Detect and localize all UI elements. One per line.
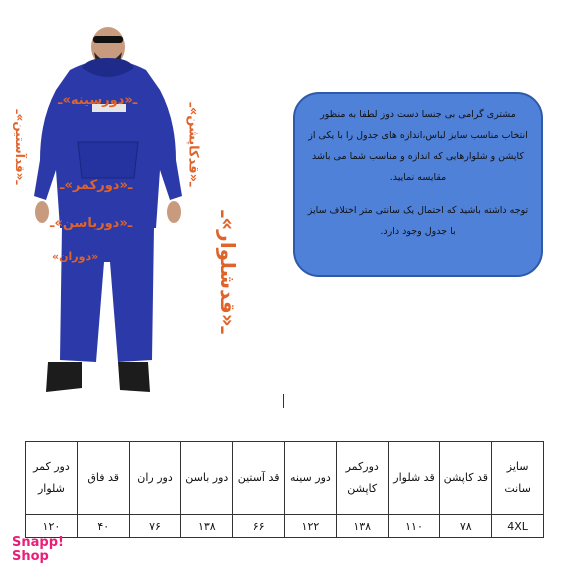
header-size: سایز سانت <box>492 442 544 515</box>
header-rise: قد فاق <box>77 442 129 515</box>
waist-annotation: ـ«دورکمر»ـ <box>60 178 133 193</box>
sunglasses <box>93 36 123 43</box>
logo-line-1: Snapp! <box>12 535 64 550</box>
cell-jacket-length: ۷۸ <box>440 515 492 538</box>
snapp-shop-logo <box>12 536 72 564</box>
right-shoe <box>118 362 150 392</box>
cell-pants-waist: ۱۲۰ <box>26 515 78 538</box>
notice-paragraph-1: مشتری گرامی بی جنسا دست دوز لطفا به منظور انتخاب مناسب سایز لباس،اندازه های جدول را با یکی از کاپشن و شلوارهایی که اندازه و مناسب شما می باشد مقایسه نمایید. <box>308 109 528 183</box>
notice-box <box>293 92 543 277</box>
left-shoe <box>46 362 82 392</box>
right-hand <box>167 201 181 223</box>
cell-jacket-waist: ۱۳۸ <box>336 515 388 538</box>
pants-length-annotation: ـ«قدشلوار»ـ <box>216 210 240 334</box>
chest-annotation: ـ«دورسینه»ـ <box>58 93 138 108</box>
header-thigh: دور ران <box>129 442 181 515</box>
size-table <box>25 441 544 538</box>
cell-chest: ۱۲۲ <box>285 515 337 538</box>
cell-pants-length: ۱۱۰ <box>388 515 440 538</box>
header-jacket-length: قد کاپشن <box>440 442 492 515</box>
table-row <box>26 515 544 538</box>
cell-hip: ۱۳۸ <box>181 515 233 538</box>
header-jacket-waist: دورکمر کاپشن <box>336 442 388 515</box>
cell-thigh: ۷۶ <box>129 515 181 538</box>
product-photo <box>0 0 300 410</box>
kangaroo-pocket <box>78 142 138 178</box>
header-pants-length: قد شلوار <box>388 442 440 515</box>
thigh-annotation: «دوران» <box>52 250 99 263</box>
header-chest: دور سینه <box>285 442 337 515</box>
jacket-length-annotation: ـ«قدکاپشن»ـ <box>185 102 201 187</box>
text-cursor <box>283 394 284 408</box>
header-sleeve: قد آستین <box>233 442 285 515</box>
sleeve-annotation: ـ«قدآستین»ـ <box>13 109 27 185</box>
cell-sleeve: ۶۶ <box>233 515 285 538</box>
pants <box>60 226 154 362</box>
notice-paragraph-2: توجه داشته باشید که احتمال یک سانتی متر اختلاف سایز با جدول وجود دارد. <box>307 205 529 237</box>
hip-annotation: ـ«دورباسن»ـ <box>50 216 133 231</box>
left-hand <box>35 201 49 223</box>
cell-rise: ۴۰ <box>77 515 129 538</box>
table-header-row <box>26 442 544 515</box>
header-hip: دور باسن <box>181 442 233 515</box>
logo-line-2: Shop <box>12 549 49 564</box>
header-pants-waist: دور کمر شلوار <box>26 442 78 515</box>
cell-size: 4XL <box>492 515 544 538</box>
